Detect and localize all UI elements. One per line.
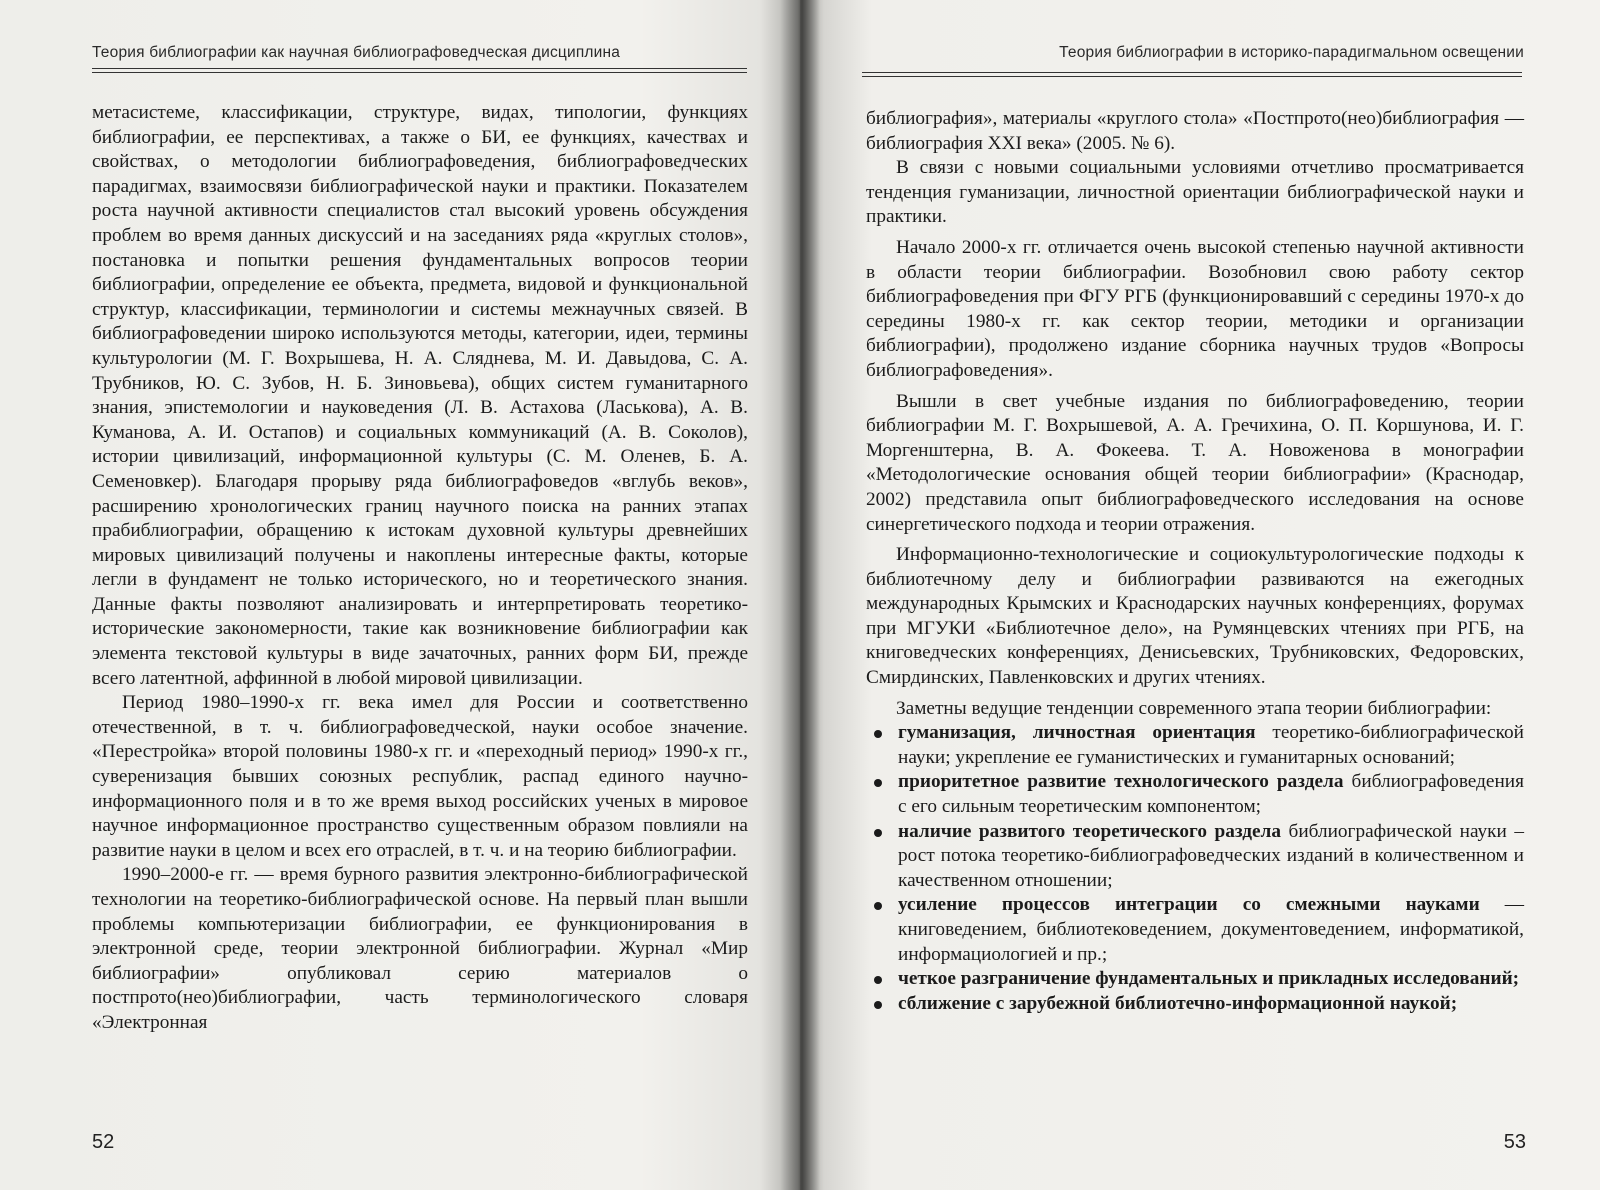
list-item-bold: усиление процессов интеграции со смежными науками (898, 894, 1480, 916)
list-item-bold: наличие развитого теоретического раздела (898, 820, 1282, 842)
body-text-left (92, 101, 748, 1036)
list-item (866, 770, 1524, 819)
list-item-text: теоретико-библиографической науки; укрепление ее гуманистических и гуманитарных оснований; (898, 722, 1525, 768)
paragraph: библиография», материалы «круглого стола» «Постпрото(нео)библиография — библиография XXI века» (2005. № 6). (866, 108, 1524, 154)
page-number-right: 53 (1503, 1131, 1526, 1153)
trend-list (866, 721, 1524, 1016)
list-item (866, 992, 1524, 1017)
list-item (866, 721, 1524, 770)
paragraph: Заметны ведущие тенденции современного этапа теории библиографии: (896, 697, 1492, 719)
header-rule-thin (862, 76, 1522, 77)
paragraph: Начало 2000-х гг. отличается очень высокой степенью научной активности в области теории библиографии. Возобновил свою работу сектор библиографоведения при ФГУ РГБ (функционировавший с середины 1970-х до середины 1980-х гг. как сектор теории, методики и организации библиографии), продолжено издание сборника научных трудов «Вопросы библиографоведения». (866, 236, 1524, 381)
list-item-bold: приоритетное развитие технологического раздела (898, 771, 1344, 793)
paragraph: Информационно-технологические и социокультурологические подходы к библиотечному делу и библиографии развиваются на ежегодных международных Крымских и Краснодарских научных конференциях, форумах при МГУКИ «Библиотечное дело», на Румянцевских чтениях при РГБ, на книговедческих конференциях, Денисьевских, Трубниковских, Федоровских, Смирдинских, Павленковских и других чтениях. (866, 544, 1524, 689)
bullet-icon (874, 976, 882, 984)
header-rule (92, 68, 747, 69)
header-rule (862, 72, 1522, 73)
list-item-bold: гуманизация, личностная ориентация (898, 722, 1256, 744)
bullet-icon (874, 902, 882, 910)
list-item (866, 967, 1524, 992)
list-item-bold: сближение с зарубежной библиотечно-информационной наукой; (898, 992, 1458, 1014)
paragraph: метасистеме, классификации, структуре, видах, типологии, функциях библиографии, ее перспективах, а также о БИ, ее функциях, качествах и свойствах, о методологии библиографоведения, библиографоведческих парадигмах, взаимосвязи библиографической науки и практики. Показателем роста научной активности специалистов стал высокий уровень обсуждения проблем во время данных дискуссий и на заседаниях ряда «круглых столов», постановка и попытки решения фундаментальных вопросов теории библиографии, определение ее объекта, предмета, видовой и функциональной структур, классификации, терминологии и системы межнаучных связей. В библиографоведении широко используются методы, категории, идеи, термины культурологии (М. Г. Вохрышева, Н. А. Сляднева, М. И. Давыдова, С. А. Трубников, Ю. С. Зубов, Н. Б. Зиновьева), общих систем гуманитарного знания, эпистемологии и науковедения (Л. В. Астахова (Ласькова), А. В. Куманова, А. И. Остапов) и социальных коммуникаций (А. В. Соколов), истории цивилизаций, информационной культуры (С. М. Оленев, Б. А. Семеновкер). Благодаря прорыву ряда библиографоведов «вглубь веков», расширению хронологических границ научного поиска на ранних этапах прабиблиографии, обращению к истокам духовной культуры древнейших мировых цивилизаций получены и накоплены интересные факты, которые легли в фундамент не только исторического, но и теоретического знания. Данные факты позволяют анализировать и интерпретировать теоретико-исторические закономерности, такие как возникновение библиографии как элемента текстовой культуры в виде зачаточных, ранних форм БИ, прежде всего латентной, аффинной в любой мировой цивилизации. (92, 102, 748, 689)
list-item-text: — книговедением, библиотековедением, документоведением, информатикой, информациологией и пр.; (898, 894, 1524, 965)
running-head-left: Теория библиографии как научная библиографоведческая дисциплина (92, 44, 621, 61)
bullet-icon (874, 779, 882, 787)
body-text-right (866, 107, 1524, 1016)
list-item (866, 820, 1524, 894)
paragraph: Вышли в свет учебные издания по библиографоведению, теории библиографии М. Г. Вохрышевой, А. А. Гречихина, О. П. Коршунова, И. Г. Моргенштерна, В. А. Фокеева. Т. А. Новоженова в монографии «Методологические основания общей теории библиографии» (Краснодар, 2002) представила опыт библиографоведческого исследования на основе синергетического подхода и теории отражения. (866, 390, 1524, 535)
paragraph: 1990–2000-е гг. — время бурного развития электронно-библиографической технологии на теоретико-библиографической основе. На первый план вышли проблемы компьютеризации библиографии, ее функционирования в электронной среде, теории электронной библиографии. Журнал «Мир библиографии» опубликовал серию материалов о постпрото(нео)библиографии, часть терминологического словаря «Электронная (92, 864, 748, 1033)
list-item-text: библиографической науки – рост потока теоретико-библиографоведческих изданий в количественном и качественном отношении; (898, 820, 1524, 891)
paragraph: Период 1980–1990-х гг. века имел для России и соответственно отечественной, в т. ч. библиографоведческой, науки особое значение. «Перестройка» второй половины 1980-х гг. и «переходный период» 1990-х гг., суверенизация бывших союзных республик, распад единого научно-информационного поля и в то же время выход российских ученых в мировое научное информационное пространство существенным образом повлияли на развитие науки в целом и всех его отраслей, в т. ч. и на теорию библиографии. (92, 692, 748, 861)
list-item-text: библиографоведения с его сильным теоретическим компонентом; (898, 771, 1524, 818)
right-page (800, 0, 1600, 1190)
bullet-icon (874, 730, 882, 738)
bullet-icon (874, 829, 882, 837)
list-item (866, 893, 1524, 967)
bullet-icon (874, 1001, 882, 1009)
page-number-left: 52 (92, 1131, 115, 1153)
list-item-bold: четкое разграничение фундаментальных и прикладных исследований; (898, 968, 1520, 990)
header-rule-thin (92, 72, 747, 73)
running-head-right: Теория библиографии в историко-парадигмальном освещении (1059, 44, 1524, 61)
paragraph: В связи с новыми социальными условиями отчетливо просматривается тенденция гуманизации, личностной ориентации библиографической науки и практики. (866, 157, 1524, 228)
